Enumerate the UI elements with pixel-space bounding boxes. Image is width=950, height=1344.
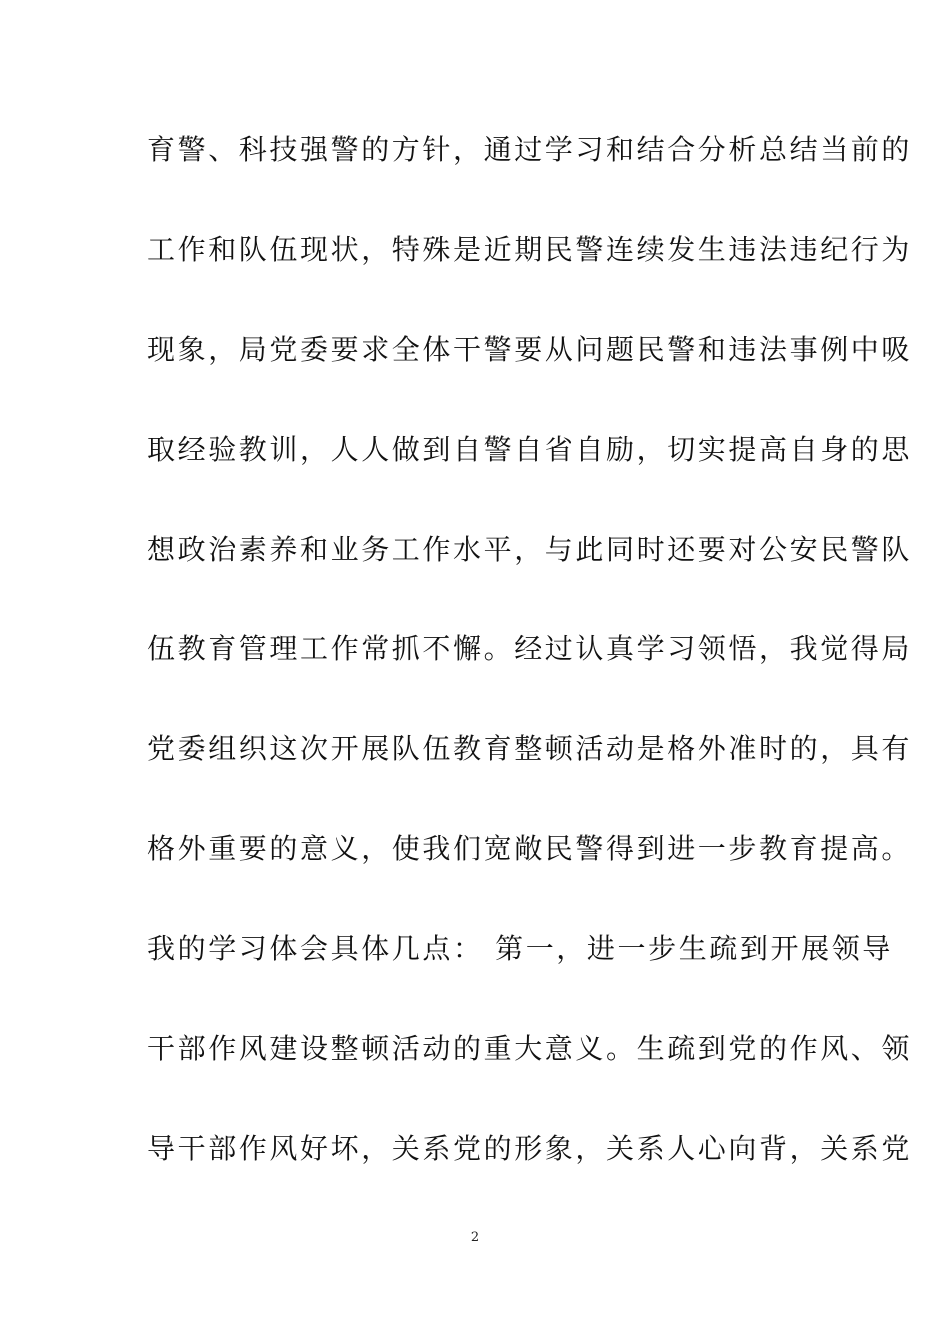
text-line-9: 我的学习体会具体几点： 第一，进一步生疏到开展领导	[147, 932, 893, 965]
text-line-8: 格外重要的意义，使我们宽敞民警得到进一步教育提高。	[147, 832, 913, 865]
page-number: 2	[470, 1230, 480, 1245]
text-line-2: 工作和队伍现状，特殊是近期民警连续发生违法违纪行为	[147, 233, 913, 266]
text-line-5: 想政治素养和业务工作水平，与此同时还要对公安民警队	[147, 533, 913, 566]
text-line-10: 干部作风建设整顿活动的重大意义。生疏到党的作风、领	[147, 1032, 913, 1065]
text-line-6: 伍教育管理工作常抓不懈。经过认真学习领悟，我觉得局	[147, 632, 913, 665]
text-line-1: 育警、科技强警的方针，通过学习和结合分析总结当前的	[147, 133, 913, 166]
text-line-11: 导干部作风好坏，关系党的形象，关系人心向背，关系党	[147, 1132, 913, 1165]
text-line-7: 党委组织这次开展队伍教育整顿活动是格外准时的，具有	[147, 732, 913, 765]
text-line-4: 取经验教训，人人做到自警自省自励，切实提高自身的思	[147, 433, 913, 466]
text-line-3: 现象，局党委要求全体干警要从问题民警和违法事例中吸	[147, 333, 913, 366]
